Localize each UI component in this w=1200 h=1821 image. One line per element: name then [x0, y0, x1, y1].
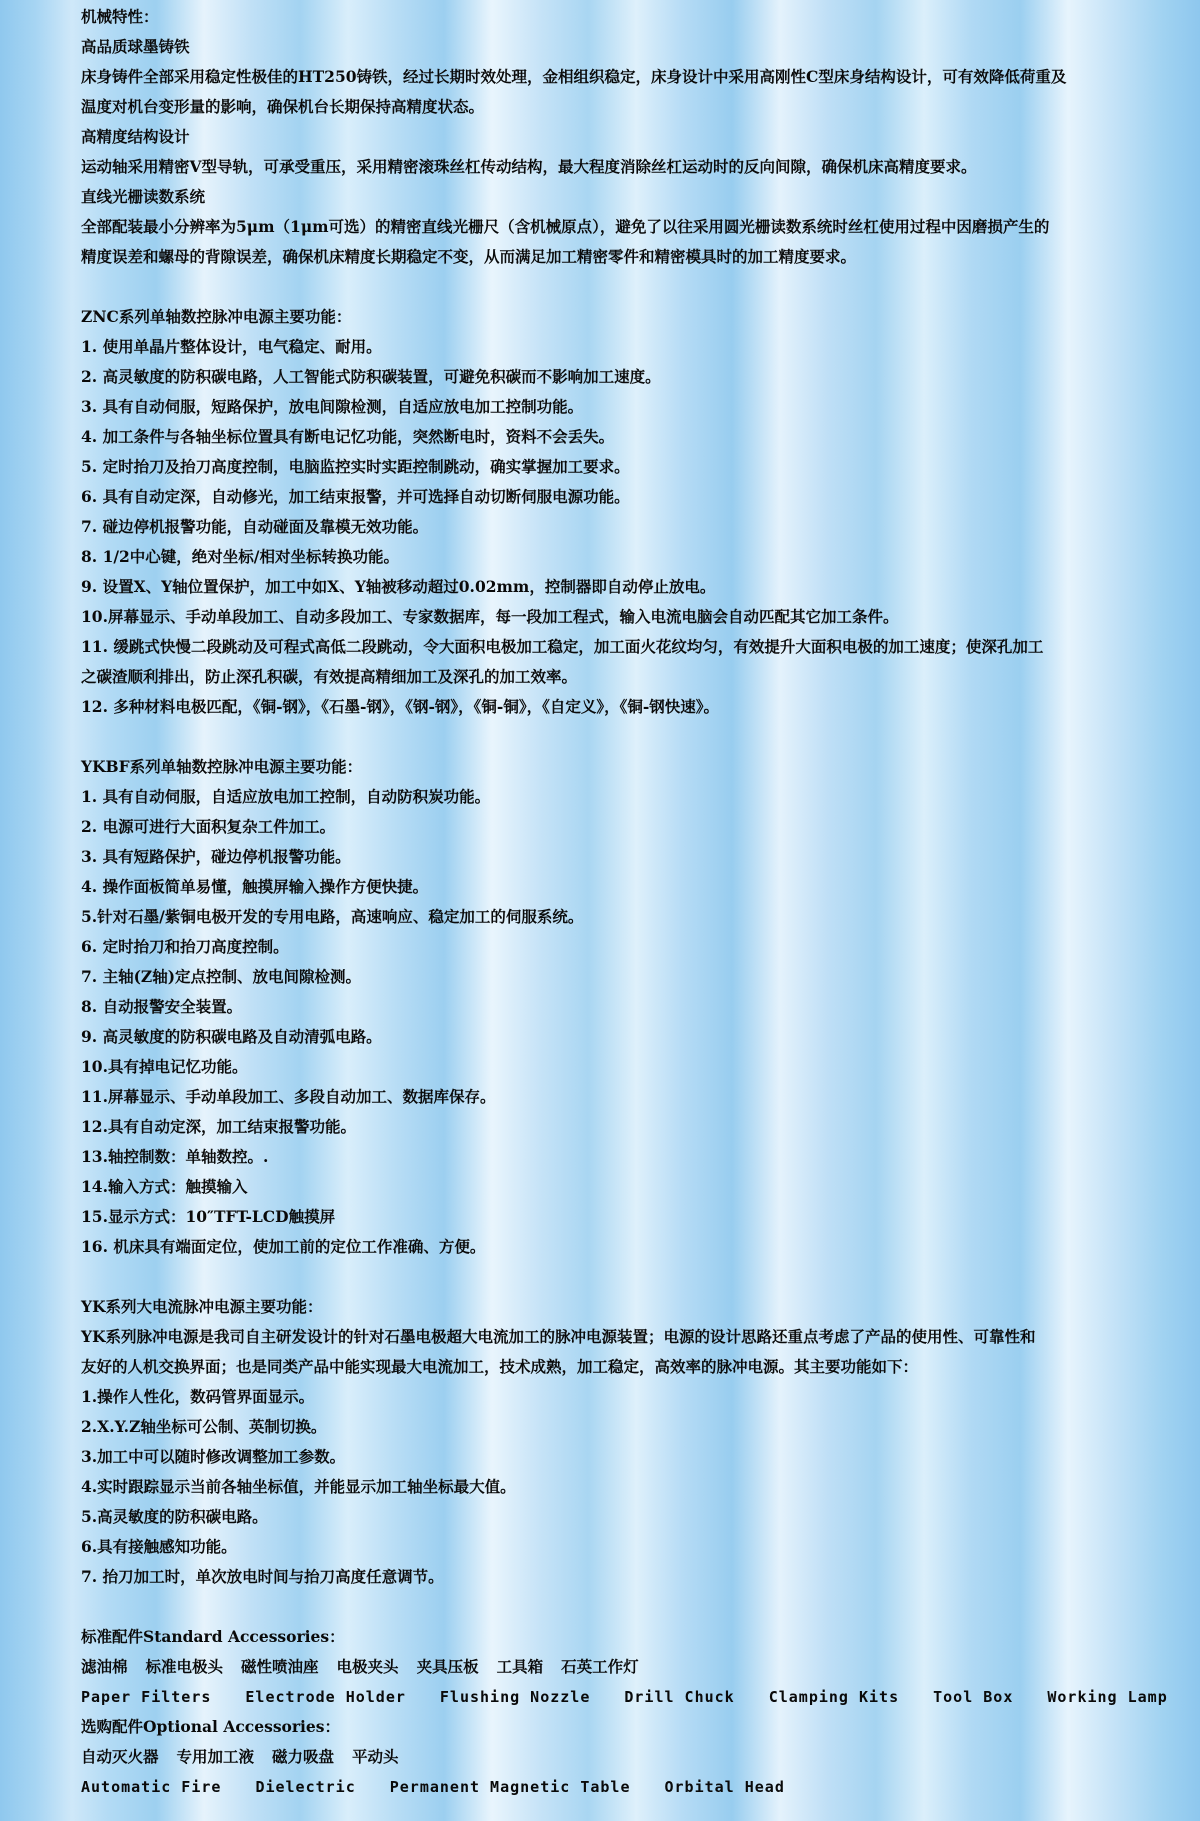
- list-item: 1.操作人性化，数码管界面显示。: [81, 1387, 315, 1406]
- accessory-cn-item: 电极夹头: [336, 1657, 399, 1676]
- accessory-cn-item: 专用加工液: [176, 1747, 255, 1766]
- paragraph-line: YK系列脉冲电源是我司自主研发设计的针对石墨电极超大电流加工的脉冲电源装置；电源的设计思路还重点考虑了产品的使用性、可靠性和: [81, 1327, 1036, 1346]
- accessory-en-item: Drill Chuck: [624, 1688, 735, 1706]
- list-item: 8. 自动报警安全装置。: [81, 997, 243, 1016]
- list-item: 10.具有掉电记忆功能。: [81, 1057, 248, 1076]
- accessory-en-item: Flushing Nozzle: [439, 1688, 591, 1706]
- list-item: 10.屏幕显示、手动单段加工、自动多段加工、专家数据库，每一段加工程式，输入电流电脑会自动匹配其它加工条件。: [81, 607, 899, 626]
- list-item: 1. 使用单晶片整体设计，电气稳定、耐用。: [81, 337, 382, 356]
- accessory-en-item: Dielectric: [255, 1778, 356, 1796]
- paragraph-line: 运动轴采用精密V型导轨，可承受重压，采用精密滚珠丝杠传动结构，最大程度消除丝杠运动时的反向间隙，确保机床高精度要求。: [81, 157, 977, 176]
- list-item: 6. 定时抬刀和抬刀高度控制。: [81, 937, 289, 956]
- list-item: 7. 主轴(Z轴)定点控制、放电间隙检测。: [81, 967, 362, 986]
- list-item: 15.显示方式：10″TFT-LCD触摸屏: [81, 1207, 336, 1226]
- list-item: 3.加工中可以随时修改调整加工参数。: [81, 1447, 346, 1466]
- accessory-cn-item: 标准电极头: [145, 1657, 224, 1676]
- accessory-cn-item: 自动灭火器: [81, 1747, 159, 1766]
- accessory-cn-item: 滤油棉: [81, 1657, 128, 1676]
- accessory-cn-item: 石英工作灯: [561, 1657, 639, 1676]
- paragraph-line: 床身铸件全部采用稳定性极佳的HT250铸铁，经过长期时效处理，金相组织稳定，床身设计中采用高刚性C型床身结构设计，可有效降低荷重及: [81, 67, 1067, 86]
- accessory-en-item: Automatic Fire: [81, 1778, 222, 1796]
- paragraph-line: 全部配装最小分辨率为5μm（1μm可选）的精密直线光栅尺（含机械原点），避免了以往采用圆光栅读数系统时丝杠使用过程中因磨损产生的: [81, 217, 1050, 236]
- optional-accessories-en: [81, 1772, 1181, 1802]
- accessory-en-item: Permanent Magnetic Table: [389, 1778, 631, 1796]
- list-item: 14.输入方式：触摸输入: [81, 1177, 248, 1196]
- optional-accessories-heading: 选购配件Optional Accessories：: [81, 1717, 341, 1736]
- document-body: [81, 2, 1181, 1802]
- accessory-en-item: Electrode Holder: [245, 1688, 406, 1706]
- list-item: 之碳渣顺利排出，防止深孔积碳，有效提高精细加工及深孔的加工效率。: [81, 667, 578, 686]
- optional-accessories-cn: [81, 1742, 1181, 1772]
- list-item: 2. 电源可进行大面积复杂工件加工。: [81, 817, 336, 836]
- list-item: 5.针对石墨/紫铜电极开发的专用电路，高速响应、稳定加工的伺服系统。: [81, 907, 584, 926]
- list-item: 9. 高灵敏度的防积碳电路及自动清弧电路。: [81, 1027, 382, 1046]
- list-item: 5.高灵敏度的防积碳电路。: [81, 1507, 268, 1526]
- accessory-cn-item: 磁力吸盘: [272, 1747, 335, 1766]
- spacer: [81, 272, 1181, 302]
- list-item: 7. 碰边停机报警功能，自动碰面及靠模无效功能。: [81, 517, 429, 536]
- list-item: 5. 定时抬刀及抬刀高度控制，电脑监控实时实距控制跳动，确实掌握加工要求。: [81, 457, 630, 476]
- list-item: 2. 高灵敏度的防积碳电路，人工智能式防积碳装置，可避免积碳而不影响加工速度。: [81, 367, 661, 386]
- section-heading-mechanical: 机械特性：: [81, 7, 159, 26]
- accessory-en-item: Tool Box: [933, 1688, 1014, 1706]
- standard-accessories-heading: 标准配件Standard Accessories：: [81, 1627, 345, 1646]
- spacer: [81, 722, 1181, 752]
- subsection-title: 高品质球墨铸铁: [81, 37, 190, 56]
- accessory-en-item: Orbital Head: [664, 1778, 785, 1796]
- spacer: [81, 1592, 1181, 1622]
- accessory-cn-item: 工具箱: [496, 1657, 544, 1676]
- accessory-en-item: Paper Filters: [81, 1688, 212, 1706]
- standard-accessories-cn: [81, 1652, 1181, 1682]
- list-item: 6.具有接触感知功能。: [81, 1537, 237, 1556]
- accessory-en-item: Clamping Kits: [768, 1688, 900, 1706]
- list-item: 8. 1/2中心键，绝对坐标/相对坐标转换功能。: [81, 547, 399, 566]
- paragraph-line: 精度误差和螺母的背隙误差，确保机床精度长期稳定不变，从而满足加工精密零件和精密模具时的加工精度要求。: [81, 247, 857, 266]
- section-heading-yk: YK系列大电流脉冲电源主要功能：: [81, 1297, 323, 1316]
- list-item: 4. 加工条件与各轴坐标位置具有断电记忆功能，突然断电时，资料不会丢失。: [81, 427, 615, 446]
- paragraph-line: 友好的人机交换界面；也是同类产品中能实现最大电流加工，技术成熟，加工稳定，高效率的脉冲电源。其主要功能如下：: [81, 1357, 919, 1376]
- list-item: 7. 抬刀加工时，单次放电时间与抬刀高度任意调节。: [81, 1567, 444, 1586]
- subsection-title: 直线光栅读数系统: [81, 187, 206, 206]
- list-item: 12. 多种材料电极匹配，《铜-钢》，《石墨-钢》，《钢-钢》，《铜-铜》，《自定义》，《铜-钢快速》。: [81, 697, 720, 716]
- accessory-en-item: Working Lamp: [1047, 1688, 1168, 1706]
- standard-accessories-en: [81, 1682, 1181, 1712]
- section-heading-ykbf: YKBF系列单轴数控脉冲电源主要功能：: [81, 757, 363, 776]
- accessory-cn-item: 磁性喷油座: [241, 1657, 319, 1676]
- accessory-cn-item: 平动头: [352, 1747, 399, 1766]
- list-item: 11. 缓跳式快慢二段跳动及可程式高低二段跳动，令大面积电极加工稳定，加工面火花纹均匀，有效提升大面积电极的加工速度；使深孔加工: [81, 637, 1044, 656]
- list-item: 4.实时跟踪显示当前各轴坐标值，并能显示加工轴坐标最大值。: [81, 1477, 516, 1496]
- list-item: 12.具有自动定深，加工结束报警功能。: [81, 1117, 356, 1136]
- list-item: 4. 操作面板简单易懂，触摸屏输入操作方便快捷。: [81, 877, 429, 896]
- paragraph-line: 温度对机台变形量的影响，确保机台长期保持高精度状态。: [81, 97, 485, 116]
- list-item: 16. 机床具有端面定位，使加工前的定位工作准确、方便。: [81, 1237, 486, 1256]
- list-item: 3. 具有自动伺服，短路保护，放电间隙检测，自适应放电加工控制功能。: [81, 397, 584, 416]
- list-item: 9. 设置X、Y轴位置保护，加工中如X、Y轴被移动超过0.02mm，控制器即自动停止放电。: [81, 577, 716, 596]
- list-item: 3. 具有短路保护，碰边停机报警功能。: [81, 847, 351, 866]
- list-item: 13.轴控制数：单轴数控。.: [81, 1147, 269, 1166]
- subsection-title: 高精度结构设计: [81, 127, 190, 146]
- list-item: 1. 具有自动伺服，自适应放电加工控制，自动防积炭功能。: [81, 787, 491, 806]
- accessory-cn-item: 夹具压板: [416, 1657, 479, 1676]
- list-item: 6. 具有自动定深，自动修光，加工结束报警，并可选择自动切断伺服电源功能。: [81, 487, 630, 506]
- list-item: 11.屏幕显示、手动单段加工、多段自动加工、数据库保存。: [81, 1087, 496, 1106]
- spacer: [81, 1262, 1181, 1292]
- section-heading-znc: ZNC系列单轴数控脉冲电源主要功能：: [81, 307, 352, 326]
- list-item: 2.X.Y.Z轴坐标可公制、英制切换。: [81, 1417, 327, 1436]
